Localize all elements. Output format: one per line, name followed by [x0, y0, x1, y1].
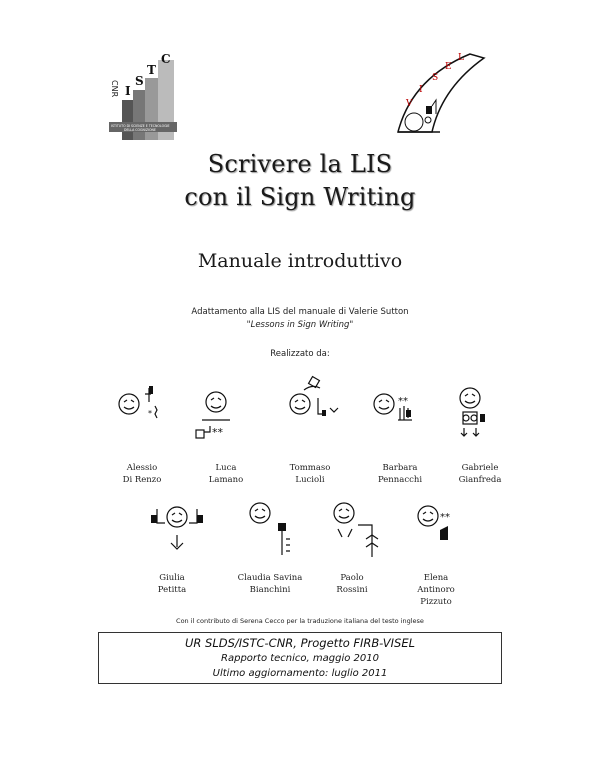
sign-writing-glyph-paolo — [328, 497, 383, 559]
report-date: Rapporto tecnico, maggio 2010 — [221, 653, 379, 664]
subtitle: Manuale introduttivo — [197, 250, 403, 272]
svg-text:**: ** — [398, 396, 408, 407]
istc-cnr-logo — [104, 50, 199, 145]
author-gabriele-gianfreda: Gabriele Gianfreda — [458, 463, 502, 485]
visel-logo — [392, 48, 490, 140]
svg-text:DELLA COGNIZIONE: DELLA COGNIZIONE — [124, 128, 156, 132]
sign-writing-glyph-elena — [412, 500, 467, 550]
sign-writing-glyph-luca — [188, 380, 238, 445]
sign-writing-glyph-gabriele — [452, 382, 492, 444]
author-luca-lamano: Luca Lamano — [208, 463, 244, 485]
svg-text:I: I — [125, 84, 131, 98]
author-alessio-di-renzo: Alessio Di Renzo — [122, 463, 162, 485]
sign-writing-glyph-barbara — [368, 382, 423, 432]
svg-text:**: ** — [212, 426, 223, 439]
svg-text:C: C — [161, 52, 171, 66]
author-claudia-savina-bianchini: Claudia Savina Bianchini — [237, 573, 303, 595]
svg-text:S: S — [432, 73, 439, 83]
svg-text:I: I — [419, 85, 423, 95]
svg-text:S: S — [135, 74, 144, 88]
sign-writing-glyph-claudia — [246, 497, 296, 559]
author-elena-antinoro-pizzuto: Elena Antinoro Pizzuto — [417, 573, 455, 607]
svg-text:T: T — [147, 63, 156, 77]
adaptation-source-title: "Lessons in Sign Writing" — [246, 320, 354, 330]
author-tommaso-lucioli: Tommaso Lucioli — [289, 463, 331, 485]
author-barbara-pennacchi: Barbara Pennacchi — [377, 463, 423, 485]
istc-cnr-label: CNR — [110, 80, 119, 98]
author-giulia-petitta: Giulia Petitta — [157, 573, 187, 595]
made-by-label: Realizzato da: — [270, 349, 330, 359]
svg-text:ISTITUTO DI SCIENZE E TECNOLOG: ISTITUTO DI SCIENZE E TECNOLOGIE — [111, 124, 170, 128]
adaptation-note: Adattamento alla LIS del manuale di Valerie Sutton — [191, 307, 409, 317]
report-info-box — [98, 632, 502, 684]
svg-text:*: * — [148, 409, 152, 418]
title-line-1: Scrivere la LIS — [207, 150, 393, 178]
author-paolo-rossini: Paolo Rossini — [336, 573, 368, 595]
svg-text:V: V — [406, 99, 413, 109]
sign-writing-glyph-giulia — [145, 497, 210, 557]
contribution-note: Con il contributo di Serena Cecco per la traduzione italiana del testo inglese — [176, 617, 424, 625]
svg-text:L: L — [458, 53, 464, 63]
report-project: UR SLDS/ISTC-CNR, Progetto FIRB-VISEL — [184, 636, 415, 650]
sign-writing-glyph-tommaso — [284, 372, 344, 422]
title-line-2: con il Sign Writing — [184, 183, 416, 211]
report-last-update: Ultimo aggiornamento: luglio 2011 — [212, 668, 388, 679]
svg-text:E: E — [445, 62, 452, 72]
sign-writing-glyph-alessio — [115, 380, 165, 430]
svg-text:**: ** — [440, 512, 450, 523]
